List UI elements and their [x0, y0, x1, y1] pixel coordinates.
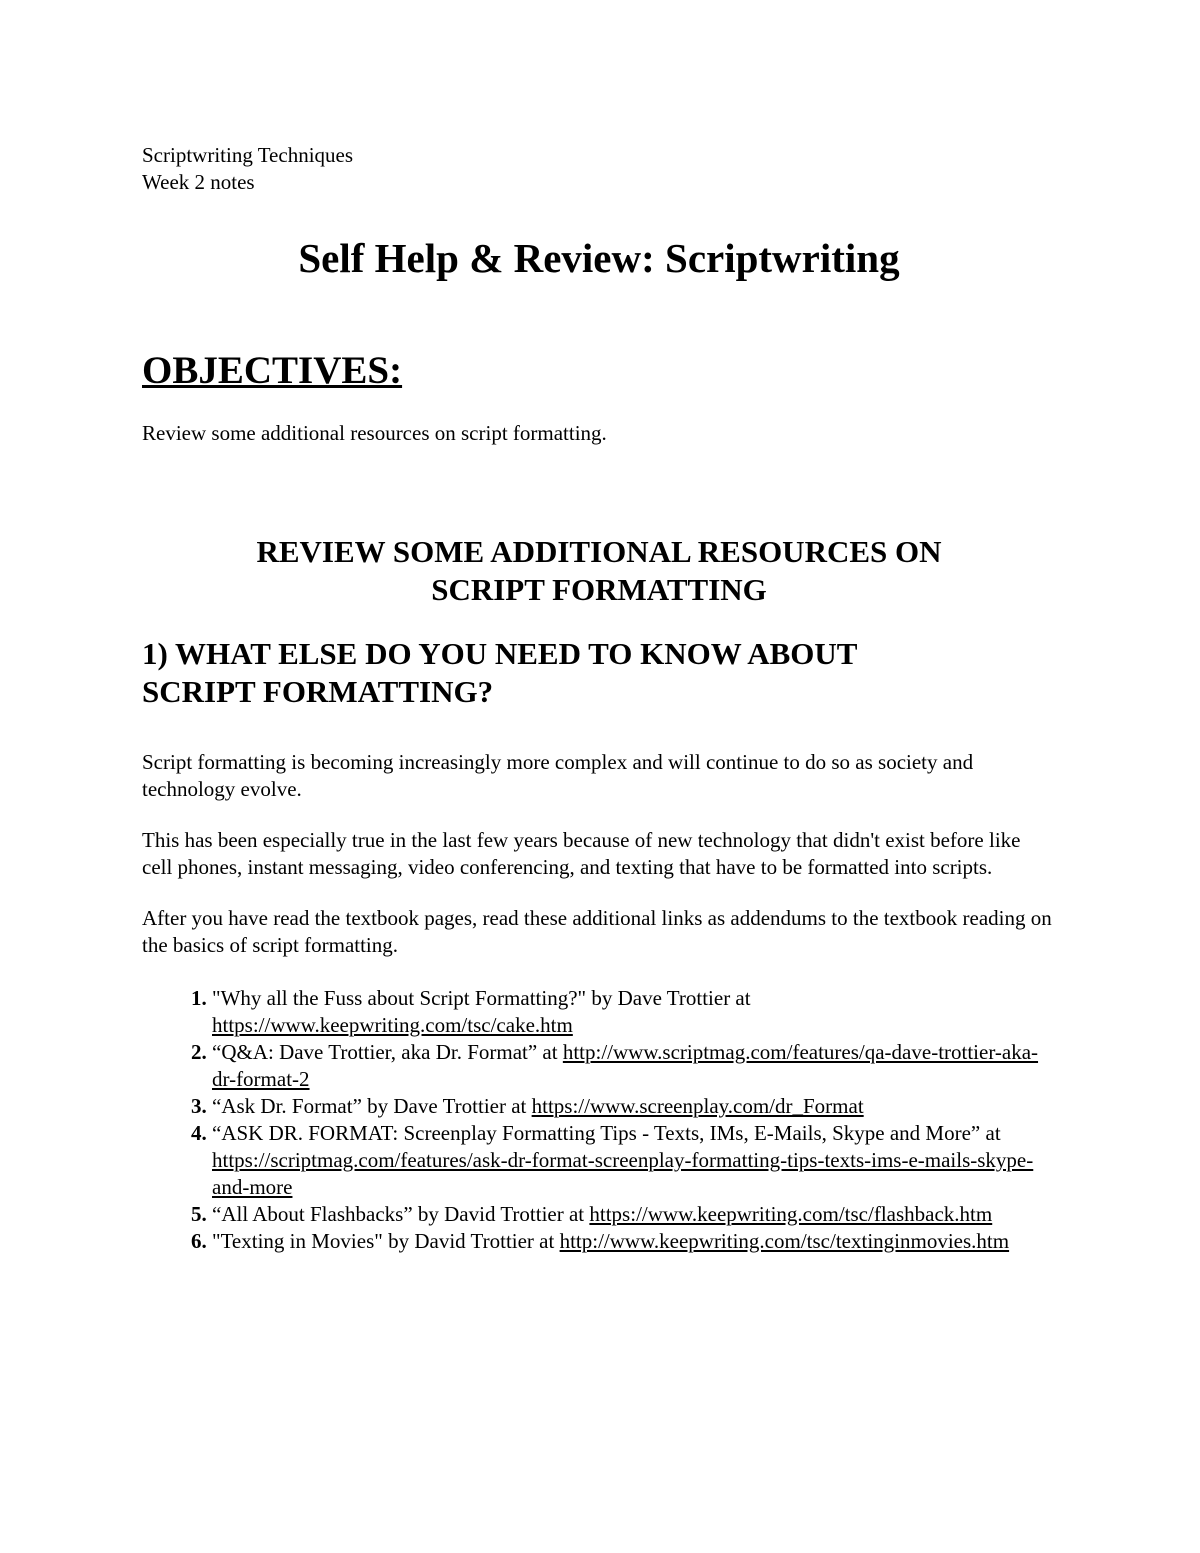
list-item — [212, 1228, 1056, 1255]
subsection-heading-line-2: SCRIPT FORMATTING? — [142, 674, 494, 709]
resource-text: “Q&A: Dave Trottier, aka Dr. Format” at — [212, 1040, 563, 1064]
resource-text: "Why all the Fuss about Script Formatting?" by Dave Trottier at — [212, 986, 751, 1010]
objective-text: Review some additional resources on script formatting. — [142, 421, 607, 445]
course-name: Scriptwriting Techniques — [142, 143, 354, 167]
resource-link[interactable]: https://www.keepwriting.com/tsc/flashback.htm — [589, 1202, 993, 1226]
resource-text: “Ask Dr. Format” by Dave Trottier at — [212, 1094, 532, 1118]
resource-link[interactable]: https://scriptmag.com/features/ask-dr-format-screenplay-formatting-tips-texts-ims-e-mails-skype-and-more — [212, 1148, 1034, 1199]
week-label: Week 2 notes — [142, 170, 255, 194]
list-item — [212, 1039, 1056, 1093]
list-item — [212, 1093, 1056, 1120]
list-item — [212, 985, 1056, 1039]
resource-text: “All About Flashbacks” by David Trottier at — [212, 1202, 590, 1226]
objectives-heading: OBJECTIVES: — [142, 349, 403, 392]
resource-link[interactable]: http://www.scriptmag.com/features/qa-dave-trottier-aka-dr-format-2 — [212, 1040, 1039, 1091]
resource-link[interactable]: https://www.keepwriting.com/tsc/cake.htm — [212, 1013, 573, 1037]
list-item — [212, 1201, 1056, 1228]
subsection-heading-line-1: 1) WHAT ELSE DO YOU NEED TO KNOW ABOUT — [142, 636, 858, 671]
list-item — [212, 1120, 1056, 1201]
section-heading — [142, 533, 1056, 609]
resource-link[interactable]: http://www.keepwriting.com/tsc/textinginmovies.htm — [559, 1229, 1010, 1253]
resource-list — [142, 985, 1056, 1255]
page-title: Self Help & Review: Scriptwriting — [298, 235, 900, 281]
paragraph-1: Script formatting is becoming increasingly more complex and will continue to do so as society and technology evolve. — [142, 750, 974, 801]
paragraph-2: This has been especially true in the last few years because of new technology that didn't exist before like cell phones, instant messaging, video conferencing, and texting that have to be formatted into scripts. — [142, 828, 1021, 879]
section-heading-line-2: SCRIPT FORMATTING — [431, 572, 767, 607]
paragraph-3: After you have read the textbook pages, read these additional links as addendums to the textbook reading on the basics of script formatting. — [142, 906, 1052, 957]
subsection-heading — [142, 635, 1056, 711]
section-heading-line-1: REVIEW SOME ADDITIONAL RESOURCES ON — [256, 534, 942, 569]
resource-text: "Texting in Movies" by David Trottier at — [212, 1229, 560, 1253]
resource-link[interactable]: https://www.screenplay.com/dr_Format — [531, 1094, 864, 1118]
resource-text: “ASK DR. FORMAT: Screenplay Formatting Tips - Texts, IMs, E-Mails, Skype and More” at — [212, 1121, 1001, 1145]
